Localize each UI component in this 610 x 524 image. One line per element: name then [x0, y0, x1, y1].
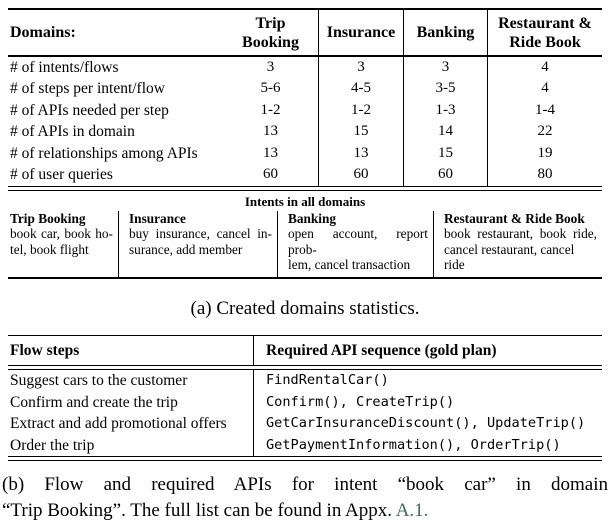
- cell-value: 5-6: [260, 80, 281, 96]
- row-label: # of intents/flows: [10, 58, 119, 76]
- cell-value: 22: [487, 121, 602, 143]
- intents-text-line: surance, add member: [129, 241, 243, 257]
- api-sequence: GetPaymentInformation(), OrderTrip(): [253, 435, 602, 457]
- flow-step: Extract and add promotional offers: [10, 415, 227, 432]
- intents-text-line: lem, cancel transaction: [288, 257, 411, 272]
- caption-a: (a) Created domains statistics.: [190, 297, 420, 319]
- cell-value: 1-2: [260, 101, 281, 118]
- intents-group-restaurant: [433, 211, 602, 277]
- cell-value: 13: [263, 123, 278, 139]
- cell-value: 1-4: [487, 100, 602, 122]
- cell-value: 19: [487, 143, 602, 165]
- api-sequence: FindRentalCar(): [253, 370, 602, 392]
- intents-text-line: tel, book flight: [10, 241, 89, 257]
- intents-text-line: open account, report prob-: [288, 226, 428, 257]
- cell-value: 15: [403, 143, 487, 165]
- cell-value: 60: [403, 164, 487, 186]
- cell-value: 3: [266, 58, 275, 75]
- row-label: # of steps per intent/flow: [10, 80, 165, 97]
- table-row: [8, 78, 602, 100]
- cell-value: 3-5: [403, 78, 487, 100]
- flow-step: Confirm and create the trip: [10, 393, 178, 411]
- caption-b-line2-text: “Trip Booking”. The full list can be found in Appx.: [2, 500, 396, 521]
- intents-group-insurance: [118, 211, 277, 277]
- row-label: # of user queries: [10, 166, 113, 183]
- cell-value: 4-5: [318, 78, 403, 100]
- table-a-column-header-insurance: Insurance: [318, 10, 403, 55]
- table-b-bottom-rule: [8, 456, 602, 461]
- table-row: [8, 370, 602, 392]
- table-row: [8, 143, 602, 165]
- table-a-bottom-rule: [8, 277, 602, 279]
- caption-b: [2, 472, 608, 524]
- api-sequence: GetCarInsuranceDiscount(), UpdateTrip(): [253, 413, 602, 435]
- cell-value: 3: [403, 57, 487, 79]
- row-label: # of relationships among APIs: [10, 144, 198, 162]
- flow-step: Suggest cars to the customer: [10, 372, 188, 389]
- row-label: # of APIs needed per step: [10, 101, 169, 119]
- table-a-body: [8, 57, 602, 186]
- cell-value: 80: [487, 164, 602, 186]
- intents-group-banking: [277, 211, 433, 277]
- cell-value: 60: [318, 164, 403, 186]
- table-row: [8, 121, 602, 143]
- intents-section-title: Intents in all domains: [244, 193, 366, 209]
- cell-value: 13: [318, 143, 403, 165]
- table-row: [8, 100, 602, 122]
- cell-value: 60: [263, 166, 278, 182]
- table-b-column-header-api-sequence: Required API sequence (gold plan): [253, 336, 602, 365]
- table-a-column-header-trip-booking: Trip Booking: [242, 14, 299, 51]
- cell-value: 15: [318, 121, 403, 143]
- table-row: [8, 392, 602, 414]
- flow-step: Order the trip: [10, 436, 95, 454]
- intents-group-trip-booking: [8, 211, 118, 277]
- cell-value: 14: [403, 121, 487, 143]
- table-a-corner-label: Domains:: [10, 24, 76, 41]
- caption-b-line1: (b) Flow and required APIs for intent “book car” in domain: [2, 474, 608, 495]
- intents-text-line: cancel restaurant, cancel ride: [444, 241, 575, 272]
- intents-group-name: Banking: [288, 210, 337, 226]
- cell-value: 3: [318, 57, 403, 79]
- intents-text-line: book car, book ho-: [10, 226, 113, 241]
- table-row: [8, 164, 602, 186]
- domains-statistics-table: [8, 8, 602, 279]
- intents-table: [8, 211, 602, 277]
- table-a-column-header-banking: Banking: [403, 10, 487, 55]
- table-row: [8, 435, 602, 457]
- cell-value: 4: [487, 57, 602, 79]
- row-label: # of APIs in domain: [10, 123, 135, 140]
- intents-text-line: buy insurance, cancel in-: [129, 226, 272, 241]
- table-b-header-row: [8, 336, 602, 365]
- table-b-body: [8, 370, 602, 456]
- cell-value: 1-2: [318, 100, 403, 122]
- cell-value: 13: [263, 144, 278, 161]
- intents-group-name: Insurance: [129, 210, 186, 226]
- flow-api-table: [8, 335, 602, 462]
- cell-value: 1-3: [403, 100, 487, 122]
- table-row: [8, 57, 602, 79]
- table-row: [8, 413, 602, 435]
- table-a-column-header-restaurant: Restaurant & Ride Book: [487, 10, 602, 55]
- table-a-header-row: [8, 10, 602, 55]
- appendix-ref-link[interactable]: A.1.: [395, 500, 429, 521]
- intents-text-line: book restaurant, book ride,: [444, 226, 597, 241]
- caption-b-line2: [2, 498, 608, 524]
- cell-value: 4: [487, 78, 602, 100]
- intents-group-name: Trip Booking: [10, 210, 86, 226]
- api-sequence: Confirm(), CreateTrip(): [253, 392, 602, 414]
- intents-group-name: Restaurant & Ride Book: [444, 210, 585, 226]
- table-b-column-header-flow-steps: Flow steps: [10, 342, 80, 359]
